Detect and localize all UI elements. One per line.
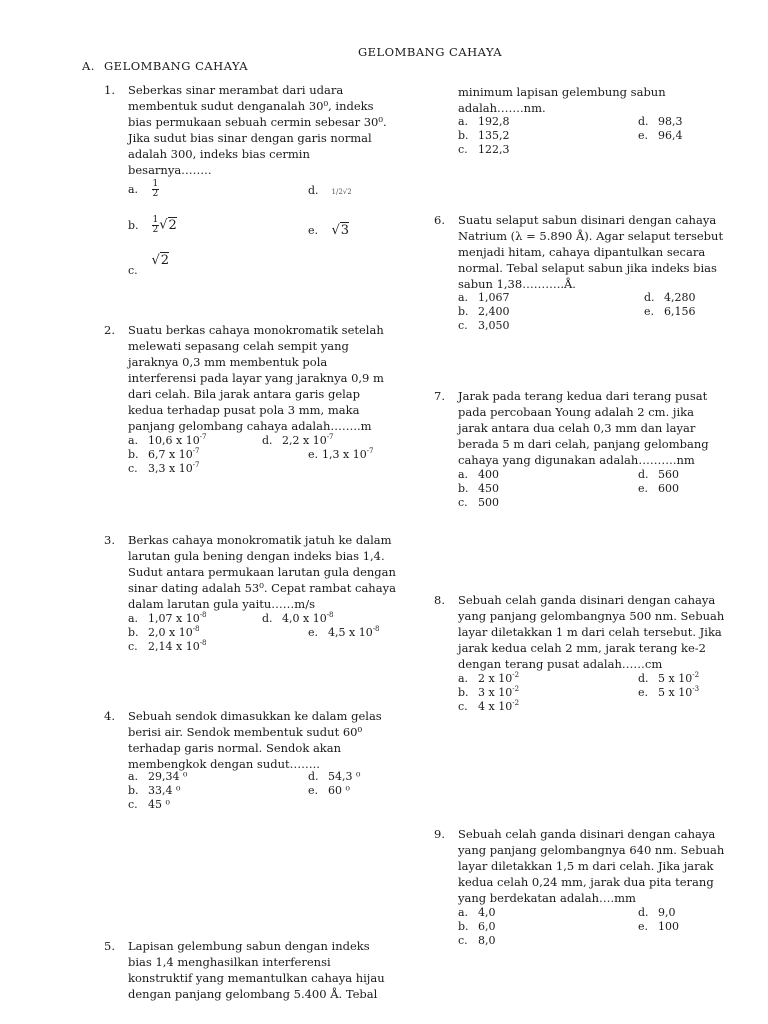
question-text (128, 322, 402, 434)
question-line: layar diletakkan 1,5 m dari celah. Jika jarak (458, 859, 714, 873)
option-b[interactable] (458, 129, 510, 143)
question-text (128, 938, 402, 1002)
option-e[interactable] (638, 920, 679, 934)
question-line: dari celah. Bila jarak antara garis gelap (128, 387, 361, 401)
question-line: adalah…….nm. (458, 101, 546, 115)
option-letter: c. (128, 264, 138, 277)
question-line: berada 5 m dari celah, panjang gelombang (458, 437, 709, 451)
question-number: 8. (434, 593, 445, 607)
question-line: membentuk sudut denganalah 30⁰, indeks (128, 99, 374, 113)
option-letter: c. (458, 700, 468, 713)
option-d[interactable] (638, 672, 699, 686)
option-c[interactable] (458, 319, 510, 333)
question-line: Jarak pada terang kedua dari terang pusat (458, 389, 708, 403)
option-value: 135,2 (478, 129, 510, 142)
page-title: GELOMBANG CAHAYA (357, 45, 503, 59)
option-d[interactable] (262, 612, 334, 626)
question-line: bias 1,4 menghasilkan interferensi (128, 955, 331, 969)
option-e[interactable] (308, 626, 380, 640)
question-line: konstruktif yang memantulkan cahaya hijau (128, 971, 385, 985)
question-line: kedua terhadap pusat pola 3 mm, maka (128, 403, 360, 417)
option-value: 10,6 x 10 (148, 434, 200, 447)
exponent: -8 (372, 625, 380, 633)
option-c[interactable] (128, 254, 169, 278)
question-line: Jika sudut bias sinar dengan garis normal (128, 131, 372, 145)
option-a[interactable] (128, 770, 187, 784)
question-line: terhadap garis normal. Sendok akan (128, 741, 342, 755)
section-label: GELOMBANG CAHAYA (104, 59, 249, 73)
question-line: larutan gula bening dengan indeks bias 1,4. (128, 549, 385, 563)
question-number: 9. (434, 827, 445, 841)
question-line: Seberkas sinar merambat dari udara (128, 83, 344, 97)
question-line: Lapisan gelembung sabun dengan indeks (128, 939, 370, 953)
option-a[interactable] (458, 115, 510, 129)
option-letter: e. (308, 784, 319, 797)
question-line: membengkok dengan sudut…….. (128, 757, 320, 771)
exponent: -7 (326, 433, 334, 441)
exponent: -3 (692, 685, 700, 693)
option-d[interactable] (644, 291, 696, 305)
fraction (152, 180, 160, 199)
option-value: 3,050 (478, 319, 510, 332)
exponent: -7 (192, 461, 200, 469)
option-value: 98,3 (658, 115, 683, 128)
question-text (128, 708, 402, 772)
question-line: yang panjang gelombangnya 640 nm. Sebuah (458, 843, 725, 857)
option-value: 54,3 ⁰ (328, 770, 361, 783)
option-value: 2 x 10 (478, 672, 513, 685)
question-line: Natrium (λ = 5.890 Å). Agar selaput tersebut (458, 229, 724, 243)
question-line: pada percobaan Young adalah 2 cm. jika (458, 405, 694, 419)
option-b[interactable] (458, 482, 499, 496)
option-letter: e. (308, 224, 319, 237)
option-letter: d. (644, 291, 655, 304)
exponent: -8 (199, 639, 207, 647)
option-c[interactable] (128, 798, 170, 812)
option-e[interactable] (308, 448, 374, 462)
question-line: sabun 1,38………..Å. (458, 277, 576, 291)
option-value: 60 ⁰ (328, 784, 350, 797)
radicand: 2 (168, 217, 177, 233)
option-letter: b. (458, 305, 469, 318)
question-line: menjadi hitam, cahaya dipantulkan secara (458, 245, 706, 259)
question-text (128, 82, 402, 178)
option-value: 450 (478, 482, 499, 495)
option-value: 2,400 (478, 305, 510, 318)
option-letter: d. (308, 184, 319, 197)
radicand: 2 (347, 188, 352, 196)
option-letter: a. (128, 434, 139, 447)
question-line: normal. Tebal selaput sabun jika indeks bias (458, 261, 717, 275)
radicand: 3 (340, 223, 350, 238)
option-b[interactable] (128, 626, 200, 640)
question-line: sinar dating adalah 53⁰. Cepat rambat cahaya (128, 581, 396, 595)
exponent: -8 (199, 611, 207, 619)
option-value: 6,156 (664, 305, 696, 318)
option-letter: d. (638, 115, 649, 128)
option-d[interactable] (638, 906, 676, 920)
question-line: besarnya…….. (128, 163, 212, 177)
question-number: 5. (104, 939, 115, 953)
option-d[interactable] (638, 468, 679, 482)
option-value: 29,34 ⁰ (148, 770, 188, 783)
sqrt: √2 (151, 253, 170, 268)
option-a[interactable] (128, 434, 207, 448)
exponent: -7 (192, 447, 200, 455)
question-number: 4. (104, 709, 115, 723)
option-letter: b. (458, 686, 469, 699)
question-line: panjang gelombang cahaya adalah……..m (128, 419, 372, 433)
denominator: 2 (338, 188, 343, 196)
option-value: 4,280 (664, 291, 696, 304)
exponent: -8 (192, 625, 200, 633)
question-text (458, 826, 732, 906)
option-letter: c. (458, 319, 468, 332)
option-letter: c. (458, 934, 468, 947)
question-line: dalam larutan gula yaitu……m/s (128, 597, 315, 611)
option-d[interactable] (308, 184, 352, 199)
question-text (458, 212, 732, 292)
numerator: 1 (152, 215, 159, 225)
question-number: 3. (104, 533, 115, 547)
question-line: yang panjang gelombangnya 500 nm. Sebuah (458, 609, 725, 623)
option-value: 5 x 10 (658, 686, 693, 699)
option-value: 1,07 x 10 (148, 612, 200, 625)
denominator: 2 (152, 189, 159, 199)
question-text (458, 84, 732, 116)
question-line: Suatu selaput sabun disinari dengan cahaya (458, 213, 717, 227)
exponent: -2 (512, 685, 520, 693)
question-line: Sebuah celah ganda disinari dengan cahaya (458, 593, 716, 607)
option-a[interactable] (128, 612, 207, 626)
option-letter: a. (458, 115, 469, 128)
option-letter: c. (458, 143, 468, 156)
option-letter: b. (128, 218, 139, 232)
option-a[interactable] (458, 672, 519, 686)
question-line: bias permukaan sebuah cermin sebesar 30⁰. (128, 115, 387, 129)
radicand: 2 (160, 253, 170, 268)
option-value: 1,067 (478, 291, 510, 304)
option-c[interactable] (128, 640, 207, 654)
option-value: 560 (658, 468, 679, 481)
question-number: 7. (434, 389, 445, 403)
option-value: 2,2 x 10 (282, 434, 327, 447)
option-value: 122,3 (478, 143, 510, 156)
option-letter: d. (262, 434, 273, 447)
option-letter: c. (128, 640, 138, 653)
option-letter: b. (128, 784, 139, 797)
question-line: jarak antara dua celah 0,3 mm dan layar (458, 421, 696, 435)
option-value: 192,8 (478, 115, 510, 128)
option-letter: c. (458, 496, 468, 509)
option-letter: e. (638, 482, 649, 495)
question-text (458, 592, 732, 672)
option-letter: c. (128, 462, 138, 475)
question-line: Berkas cahaya monokromatik jatuh ke dalam (128, 533, 392, 547)
question-line: dengan panjang gelombang 5.400 Å. Tebal (128, 987, 378, 1001)
option-b[interactable] (128, 784, 180, 798)
option-b[interactable] (458, 920, 496, 934)
option-letter: c. (128, 798, 138, 811)
option-a[interactable] (458, 906, 496, 920)
option-c[interactable] (458, 700, 519, 714)
option-value: 100 (658, 920, 679, 933)
option-letter: e. (638, 129, 649, 142)
option-letter: b. (458, 920, 469, 933)
option-letter: a. (458, 291, 469, 304)
option-value: 4,5 x 10 (328, 626, 373, 639)
question-line: Suatu berkas cahaya monokromatik setelah (128, 323, 384, 337)
option-letter: d. (638, 906, 649, 919)
exponent: -8 (326, 611, 334, 619)
question-text (458, 388, 732, 468)
option-e[interactable] (638, 686, 699, 700)
option-b[interactable] (128, 448, 200, 462)
option-letter: b. (128, 448, 139, 461)
question-line: adalah 300, indeks bias cermin (128, 147, 310, 161)
question-line: minimum lapisan gelembung sabun (458, 85, 666, 99)
option-letter: d. (308, 770, 319, 783)
numerator: 1 (331, 188, 336, 196)
option-letter: e. (638, 686, 649, 699)
question-line: berisi air. Sendok membentuk sudut 60⁰ (128, 725, 363, 739)
option-letter: b. (458, 482, 469, 495)
option-letter: e. (308, 448, 319, 461)
option-value: 6,7 x 10 (148, 448, 193, 461)
option-letter: a. (128, 612, 139, 625)
question-line: Sebuah sendok dimasukkan ke dalam gelas (128, 709, 382, 723)
option-d[interactable] (308, 770, 360, 784)
option-letter: a. (458, 906, 469, 919)
option-letter: b. (128, 626, 139, 639)
option-letter: d. (638, 672, 649, 685)
question-line: dengan terang pusat adalah……cm (458, 657, 663, 671)
option-b[interactable] (458, 305, 510, 319)
exponent: -7 (366, 447, 374, 455)
option-b[interactable] (458, 686, 519, 700)
question-line: melewati sepasang celah sempit yang (128, 339, 349, 353)
exponent: -2 (512, 699, 520, 707)
question-number: 6. (434, 213, 445, 227)
question-line: jaraknya 0,3 mm membentuk pola (128, 355, 328, 369)
exponent: -2 (512, 671, 520, 679)
option-value: 4,0 (478, 906, 496, 919)
option-value: 1,3 x 10 (322, 448, 367, 461)
option-e[interactable] (308, 224, 349, 238)
sqrt: √3 (331, 223, 350, 238)
question-line: layar diletakkan 1 m dari celah tersebut. Jika (458, 625, 722, 639)
option-value: 6,0 (478, 920, 496, 933)
option-a[interactable] (458, 468, 499, 482)
question-number: 2. (104, 323, 115, 337)
option-value: 9,0 (658, 906, 676, 919)
option-value: 3 x 10 (478, 686, 513, 699)
option-value: 4 x 10 (478, 700, 513, 713)
option-value: 2,14 x 10 (148, 640, 200, 653)
option-letter: a. (458, 468, 469, 481)
option-e[interactable] (308, 784, 350, 798)
question-line: yang berdekatan adalah….mm (458, 891, 636, 905)
option-letter: e. (638, 920, 649, 933)
option-b[interactable] (128, 216, 177, 235)
section-heading (82, 58, 248, 74)
option-c[interactable] (458, 496, 499, 510)
option-letter: b. (458, 129, 469, 142)
option-value: 2,0 x 10 (148, 626, 193, 639)
option-e[interactable] (644, 305, 696, 319)
option-c[interactable] (128, 462, 200, 476)
option-e[interactable] (638, 482, 679, 496)
question-line: kedua celah 0,24 mm, jarak dua pita terang (458, 875, 714, 889)
denominator: 2 (152, 225, 159, 235)
section-letter: A. (82, 59, 95, 73)
option-c[interactable] (458, 143, 510, 157)
option-a[interactable] (128, 180, 159, 199)
question-line: Sudut antara permukaan larutan gula dengan (128, 565, 396, 579)
exponent: -7 (199, 433, 207, 441)
option-letter: a. (128, 770, 139, 783)
option-letter: a. (458, 672, 469, 685)
option-value: 4,0 x 10 (282, 612, 327, 625)
exponent: -2 (692, 671, 700, 679)
option-value: 500 (478, 496, 499, 509)
question-line: cahaya yang digunakan adalah……….nm (458, 453, 695, 467)
option-e[interactable] (638, 129, 683, 143)
option-value: 96,4 (658, 129, 683, 142)
option-d[interactable] (638, 115, 683, 129)
question-text (128, 532, 402, 612)
question-line: jarak kedua celah 2 mm, jarak terang ke-2 (458, 641, 706, 655)
option-value: 5 x 10 (658, 672, 693, 685)
option-letter: d. (638, 468, 649, 481)
option-value: 3,3 x 10 (148, 462, 193, 475)
option-letter: d. (262, 612, 273, 625)
option-letter: a. (128, 182, 139, 196)
question-number: 1. (104, 83, 115, 97)
option-value: 600 (658, 482, 679, 495)
option-a[interactable] (458, 291, 510, 305)
question-line: interferensi pada layar yang jaraknya 0,9 m (128, 371, 384, 385)
question-line: Sebuah celah ganda disinari dengan cahaya (458, 827, 716, 841)
option-letter: e. (644, 305, 655, 318)
option-letter: e. (308, 626, 319, 639)
numerator: 1 (152, 179, 159, 189)
option-value: 400 (478, 468, 499, 481)
option-value: 45 ⁰ (148, 798, 170, 811)
option-value: 33,4 ⁰ (148, 784, 181, 797)
option-d[interactable] (262, 434, 334, 448)
option-value: 8,0 (478, 934, 496, 947)
fraction-sqrt: 1/2√2 (331, 188, 352, 196)
sqrt: √2 (159, 217, 177, 233)
option-c[interactable] (458, 934, 496, 948)
